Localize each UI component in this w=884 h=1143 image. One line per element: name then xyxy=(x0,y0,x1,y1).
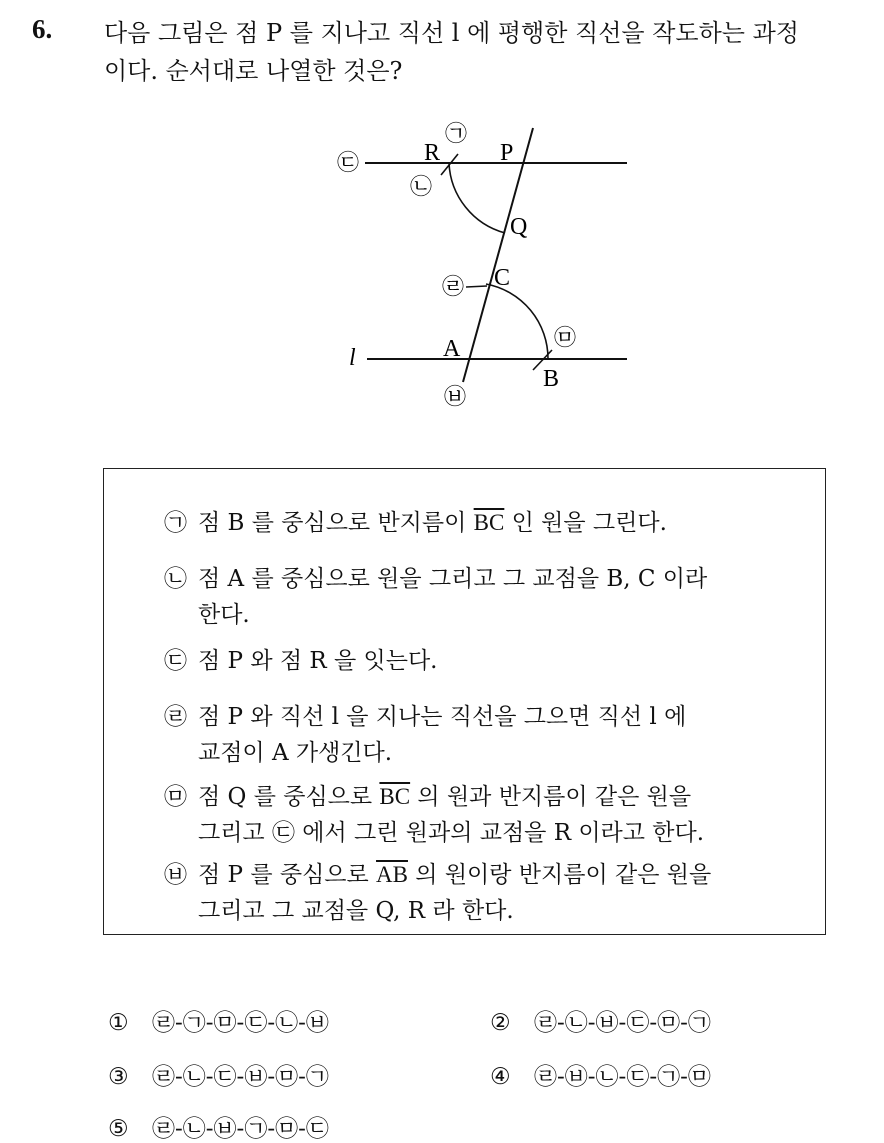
label-c: C xyxy=(494,265,511,291)
question-text xyxy=(104,14,874,90)
arc-bc xyxy=(486,284,548,359)
label-q: Q xyxy=(510,214,528,240)
marker-k6: ㉥ xyxy=(444,384,467,409)
label-l: l xyxy=(349,345,356,371)
step-k5: ㉤ 점 Q 를 중심으로 $\overline{BC}$ 의 원과 반지름이 같은 원을 그리고 ㉢ 에서 그린 원과의 교점을 R 이라고 한다. xyxy=(164,784,705,846)
choice-2[interactable]: ② ㉣-㉡-㉥-㉢-㉤-㉠ xyxy=(490,1010,711,1036)
steps-box xyxy=(103,468,826,935)
step-k1: ㉠ 점 B 를 중심으로 반지름이 $\overline{BC}$ 인 원을 그린다. xyxy=(164,510,667,536)
marker-k3: ㉢ xyxy=(337,150,360,175)
question-number: 6. xyxy=(32,14,53,44)
choice-5[interactable]: ⑤ ㉣-㉡-㉥-㉠-㉤-㉢ xyxy=(108,1116,329,1142)
marker-k2: ㉡ xyxy=(410,174,433,199)
label-b: B xyxy=(543,366,560,392)
construction-figure xyxy=(320,110,640,410)
step-k4: ㉣ 점 P 와 직선 l 을 지나는 직선을 그으면 직선 l 에 교점이 A 가생긴다. xyxy=(164,704,687,766)
choice-4[interactable]: ④ ㉣-㉥-㉡-㉢-㉠-㉤ xyxy=(490,1064,711,1090)
step-k6: ㉥ 점 P 를 중심으로 $\overline{AB}$ 의 원이랑 반지름이 같은 원을 그리고 그 교점을 Q, R 라 한다. xyxy=(164,862,712,924)
step-k3: ㉢ 점 P 와 점 R 을 잇는다. xyxy=(164,648,438,674)
marker-k1: ㉠ xyxy=(445,121,468,146)
label-p: P xyxy=(500,140,514,166)
choice-3[interactable]: ③ ㉣-㉡-㉢-㉥-㉤-㉠ xyxy=(108,1064,329,1090)
label-r: R xyxy=(424,140,441,166)
marker-k5: ㉤ xyxy=(554,325,577,350)
question-line-1: 다음 그림은 점 P 를 지나고 직선 l 에 평행한 직선을 작도하는 과정 xyxy=(104,19,799,47)
marker-k4: ㉣ xyxy=(442,274,465,299)
arc-qr xyxy=(449,163,505,233)
transversal-line xyxy=(463,128,533,382)
step-k2: ㉡ 점 A 를 중심으로 원을 그리고 그 교점을 B, C 이라 한다. xyxy=(164,566,708,628)
label-a: A xyxy=(443,336,461,362)
question-line-2: 이다. 순서대로 나열한 것은? xyxy=(104,57,403,85)
choice-1[interactable]: ① ㉣-㉠-㉤-㉢-㉡-㉥ xyxy=(108,1010,329,1036)
